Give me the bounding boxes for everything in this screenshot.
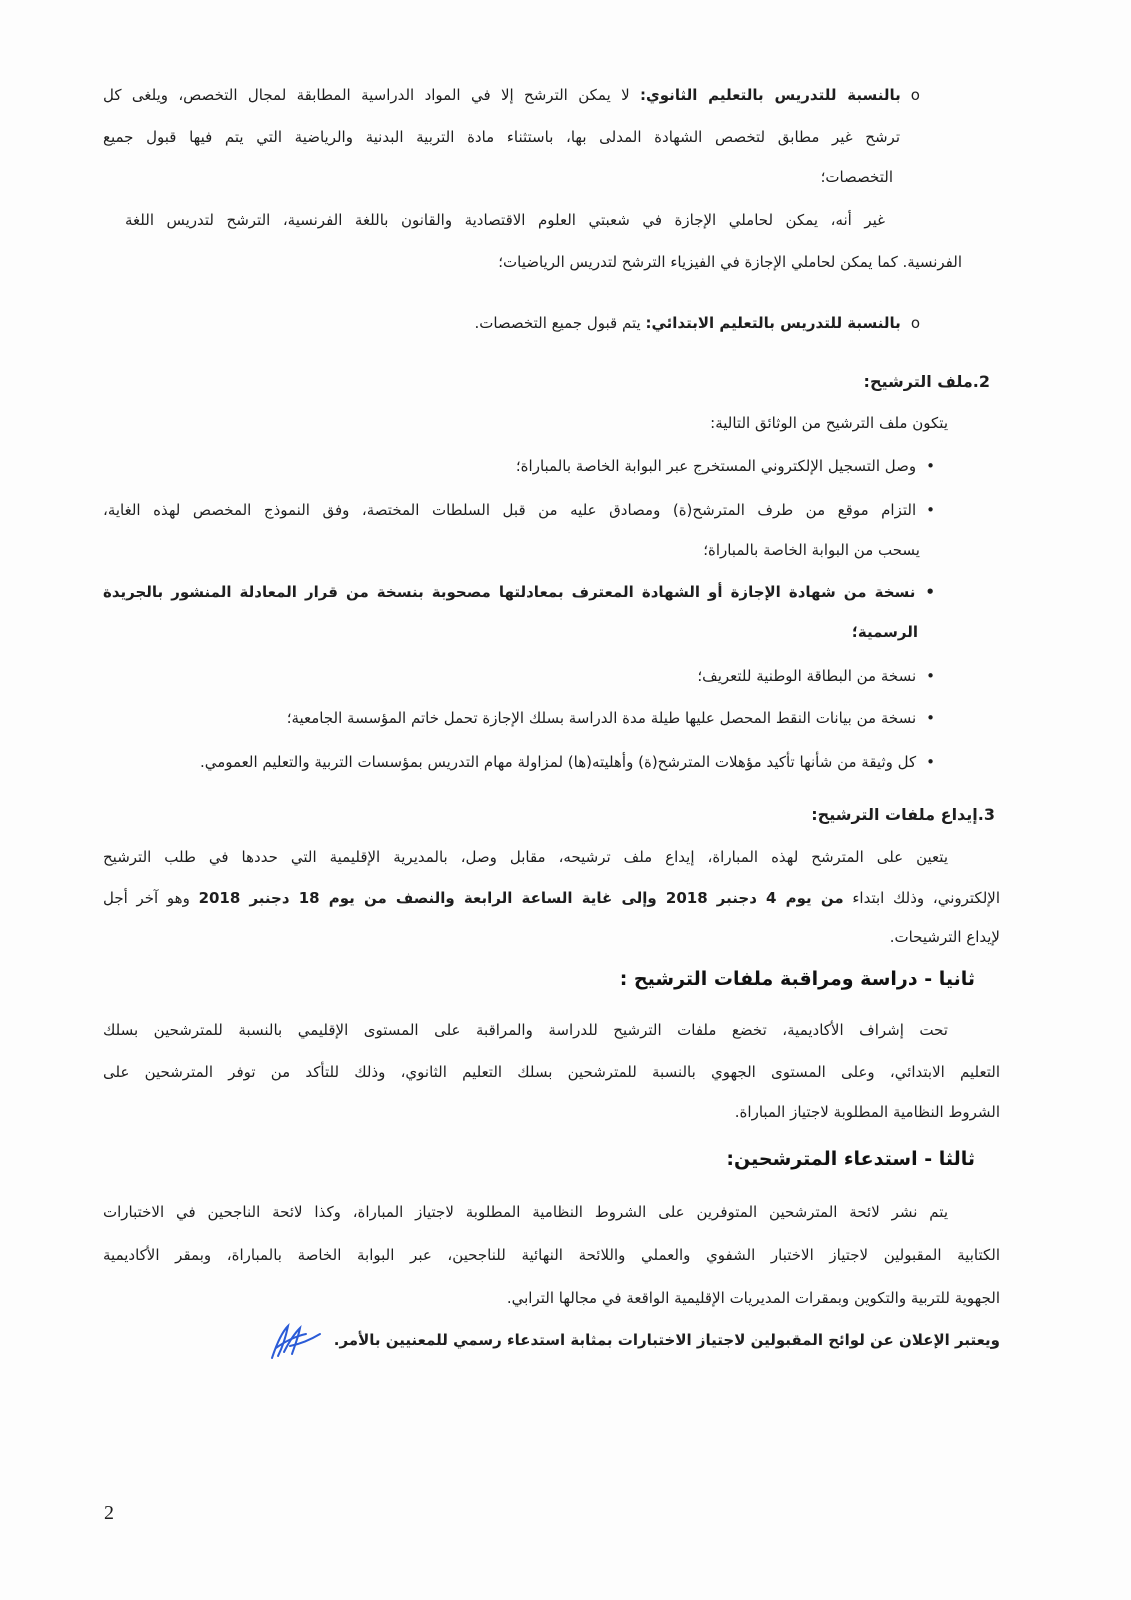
summons-line-3: الجهوية للتربية والتكوين وبمقرات المديريات الإقليمية الواقعة في مجالها الترابي. xyxy=(506,1289,1000,1307)
primary-line xyxy=(474,310,920,336)
file-item-continuation: يسحب من البوابة الخاصة بالمباراة؛ xyxy=(703,541,920,559)
deposit-dates: من يوم 4 دجنبر 2018 وإلى غاية الساعة الرابعة والنصف من يوم 18 دجنبر 2018 xyxy=(198,889,844,907)
review-line-1: تحت إشراف الأكاديمية، تخضع ملفات الترشيح للدراسة والمراقبة على المستوى الإقليمي بالنسبة للمترشحين بسلك xyxy=(103,1021,948,1039)
primary-lead: بالنسبة للتدريس بالتعليم الابتدائي: xyxy=(645,314,901,332)
bullet-icon: • xyxy=(926,457,935,475)
deposit-line-1: يتعين على المترشح لهذه المباراة، إيداع ملف ترشيحه، مقابل وصل، بالمديرية الإقليمية التي حددها في طلب الترشيح xyxy=(103,848,948,866)
bullet-icon: • xyxy=(926,501,935,519)
deposit-text: الإلكتروني، وذلك ابتداء xyxy=(852,889,1000,907)
summons-heading: ثالثا - استدعاء المترشحين: xyxy=(726,1148,975,1170)
deposit-heading: 3.إيداع ملفات الترشيح: xyxy=(811,805,995,824)
file-item xyxy=(103,497,935,523)
bullet-icon: • xyxy=(925,583,935,601)
file-item xyxy=(103,579,935,605)
file-item-text: نسخة من البطاقة الوطنية للتعريف؛ xyxy=(697,667,917,685)
review-line-3: الشروط النظامية المطلوبة لاجتياز المباراة. xyxy=(734,1103,1000,1121)
review-heading: ثانيا - دراسة ومراقبة ملفات الترشيح : xyxy=(619,968,975,990)
file-item xyxy=(287,705,935,731)
file-item-text: التزام موقع من طرف المترشح(ة) ومصادق عليه من قبل السلطات المختصة، وفق النموذج المخصص لهذه الغاية، xyxy=(103,501,917,519)
file-item-text: نسخة من بيانات النقط المحصل عليها طيلة مدة الدراسة بسلك الإجازة تحمل خاتم المؤسسة الجامعية؛ xyxy=(286,709,917,727)
file-intro: يتكون ملف الترشيح من الوثائق التالية: xyxy=(710,414,948,432)
summons-line-2: الكتابية المقبولين لاجتياز الاختبار الشفوي والعملي واللائحة النهائية للناجحين، عبر البوابة الخاصة بالمباراة، وبمقر الأكاديمية xyxy=(103,1246,1000,1264)
review-line-2: التعليم الابتدائي، وعلى المستوى الجهوي بالنسبة للمترشحين بسلك التعليم الثانوي، وذلك للتأكد من توفر المترشحين على xyxy=(103,1063,1000,1081)
summons-line-4: ويعتبر الإعلان عن لوائح المقبولين لاجتياز الاختبارات بمثابة استدعاء رسمي للمعنيين بالأمر. xyxy=(333,1331,1000,1349)
file-item-continuation: الرسمية؛ xyxy=(851,623,918,641)
deposit-line-3: لإيداع الترشيحات. xyxy=(889,928,1000,946)
file-item-text: نسخة من شهادة الإجازة أو الشهادة المعترف بمعادلتها مصحوبة بنسخة من قرار المعادلة المنشور بالجريدة xyxy=(103,583,916,601)
secondary-line-1 xyxy=(103,82,920,108)
file-heading: 2.ملف الترشيح: xyxy=(863,372,990,391)
primary-text: يتم قبول جميع التخصصات. xyxy=(474,314,641,332)
secondary-exception-1: غير أنه، يمكن لحاملي الإجازة في شعبتي العلوم الاقتصادية والقانون باللغة الفرنسية، الترشح لتدريس اللغة xyxy=(125,211,885,229)
bullet-icon: • xyxy=(926,709,935,727)
file-item xyxy=(697,663,935,689)
signature-icon xyxy=(266,1322,322,1362)
file-item xyxy=(516,453,935,479)
bullet-icon: • xyxy=(926,667,935,685)
secondary-text: لا يمكن الترشح إلا في المواد الدراسية المطابقة لمجال التخصص، ويلغى كل xyxy=(103,86,630,104)
circle-bullet-icon: o xyxy=(910,314,920,332)
file-item-text: وصل التسجيل الإلكتروني المستخرج عبر البوابة الخاصة بالمباراة؛ xyxy=(515,457,917,475)
secondary-exception-2: الفرنسية. كما يمكن لحاملي الإجازة في الفيزياء الترشح لتدريس الرياضيات؛ xyxy=(498,253,962,271)
file-item-text: كل وثيقة من شأنها تأكيد مؤهلات المترشح(ة) وأهليته(ها) لمزاولة مهام التدريس بمؤسسات التربية والتعليم العمومي. xyxy=(199,753,917,771)
bullet-icon: • xyxy=(926,753,935,771)
secondary-line-2: ترشح غير مطابق لتخصص الشهادة المدلى بها، باستثناء مادة التربية البدنية والرياضية التي يتم فيها قبول جميع xyxy=(103,128,900,146)
file-item xyxy=(200,749,935,775)
secondary-lead: بالنسبة للتدريس بالتعليم الثانوي: xyxy=(640,86,901,104)
summons-line-1: يتم نشر لائحة المترشحين المتوفرين على الشروط النظامية المطلوبة لاجتياز المباراة، وكذا لائحة الناجحين في الاختبارات xyxy=(103,1203,948,1221)
deposit-text: وهو آخر أجل xyxy=(103,889,190,907)
circle-bullet-icon: o xyxy=(910,86,920,104)
page-number: 2 xyxy=(104,1502,114,1524)
deposit-line-2 xyxy=(103,885,1000,911)
secondary-line-3: التخصصات؛ xyxy=(820,168,893,186)
